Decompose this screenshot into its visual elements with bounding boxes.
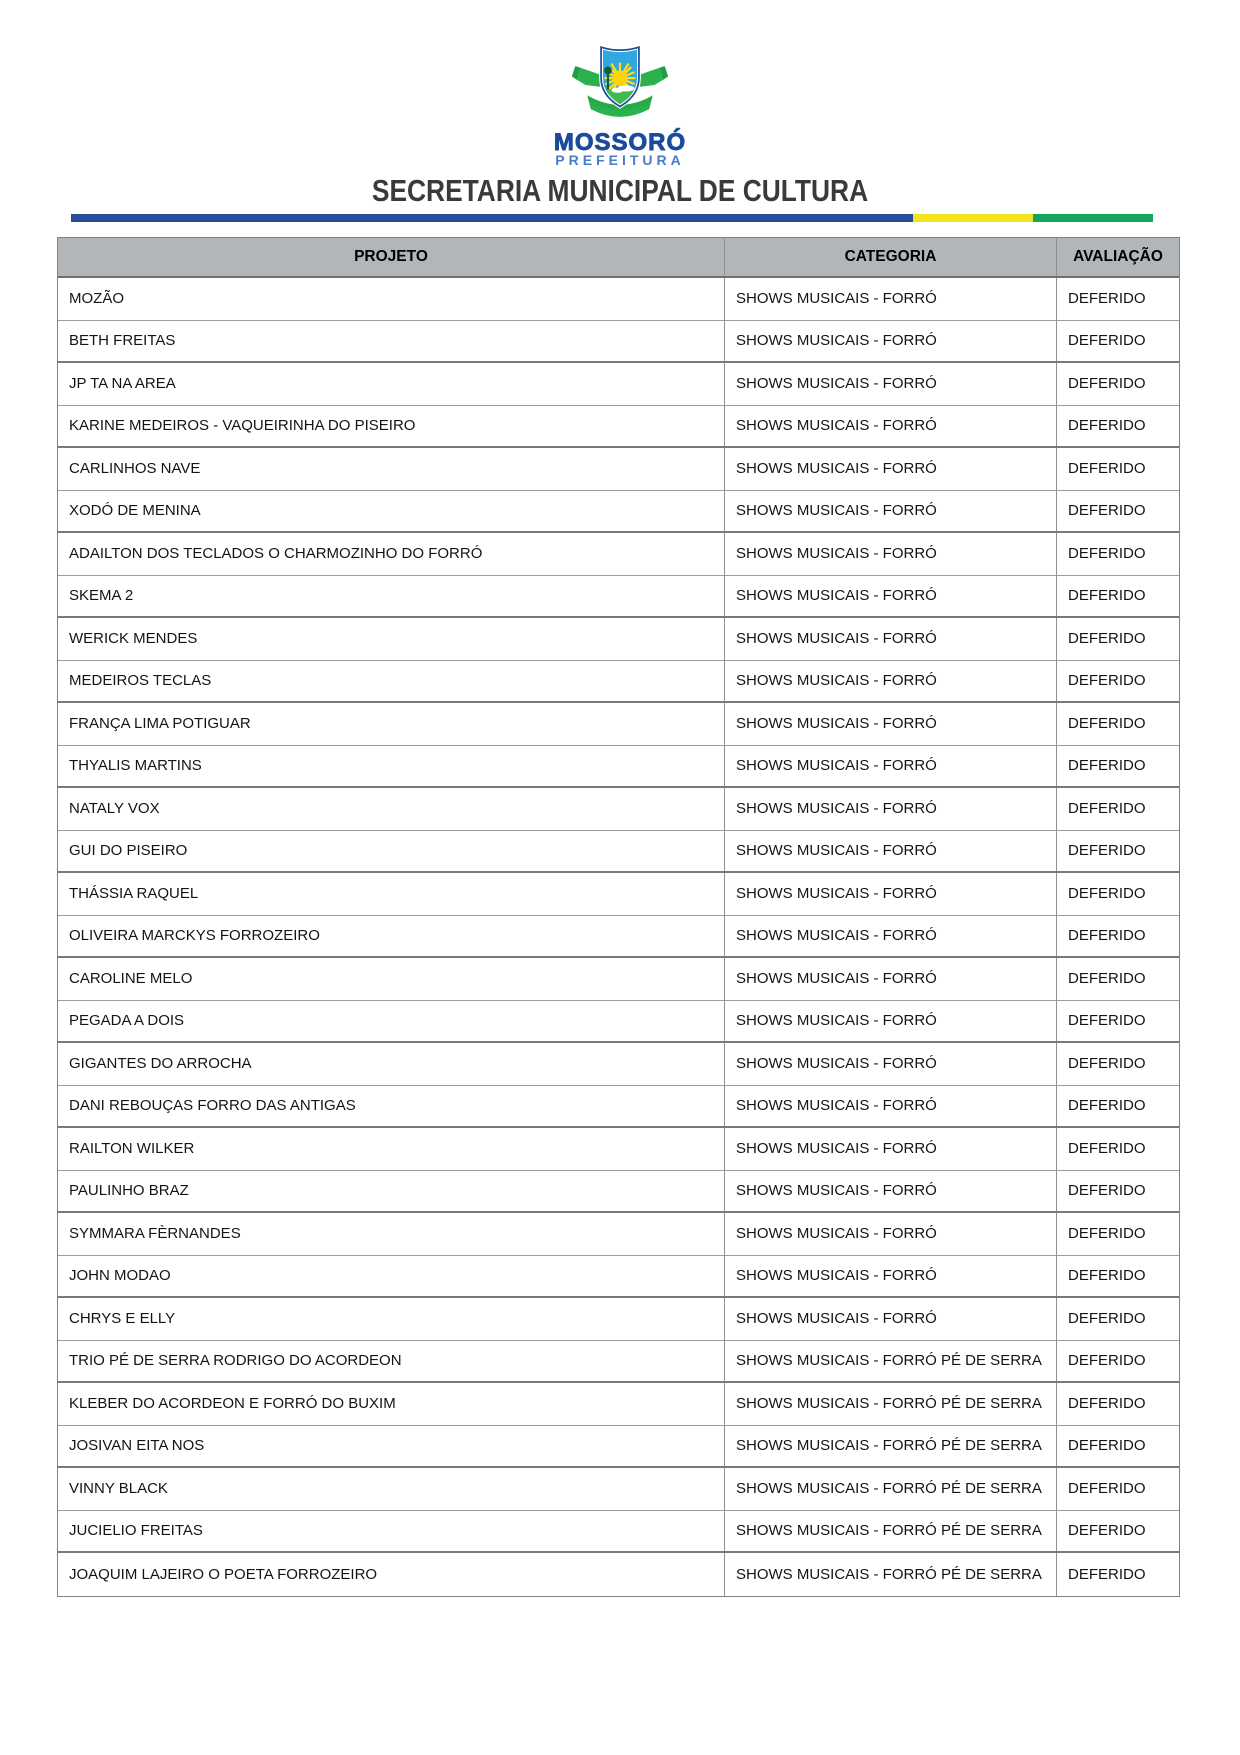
project-name-cell: BETH FREITAS	[58, 321, 725, 362]
project-name-cell: VINNY BLACK	[58, 1468, 725, 1510]
table-row	[58, 1553, 1179, 1596]
project-name-cell: XODÓ DE MENINA	[58, 491, 725, 532]
project-name-cell: MOZÃO	[58, 278, 725, 320]
evaluation-cell: DEFERIDO	[1068, 1182, 1146, 1200]
divider-green-segment	[1033, 214, 1153, 222]
projects-table	[57, 237, 1180, 1597]
table-row	[58, 278, 1179, 321]
category-cell: SHOWS MUSICAIS - FORRÓ	[725, 406, 1057, 447]
evaluation-cell: DEFERIDO	[1068, 1480, 1146, 1498]
evaluation-cell: DEFERIDO	[1068, 375, 1146, 393]
column-header-avaliacao: AVALIAÇÃO	[1073, 248, 1163, 265]
table-row	[58, 788, 1179, 831]
evaluation-cell: DEFERIDO	[1068, 1437, 1146, 1455]
category-cell: SHOWS MUSICAIS - FORRÓ	[725, 873, 1057, 915]
table-row	[58, 873, 1179, 916]
category-cell: SHOWS MUSICAIS - FORRÓ PÉ DE SERRA	[725, 1468, 1057, 1510]
category-cell: SHOWS MUSICAIS - FORRÓ	[725, 278, 1057, 320]
project-name-cell: PEGADA A DOIS	[58, 1001, 725, 1042]
category-cell: SHOWS MUSICAIS - FORRÓ	[725, 1128, 1057, 1170]
tricolor-divider	[71, 214, 1153, 222]
evaluation-cell: DEFERIDO	[1068, 1522, 1146, 1540]
table-row	[58, 618, 1179, 661]
category-cell: SHOWS MUSICAIS - FORRÓ	[725, 1256, 1057, 1297]
evaluation-cell: DEFERIDO	[1068, 927, 1146, 945]
column-header-projeto: PROJETO	[58, 238, 725, 276]
category-cell: SHOWS MUSICAIS - FORRÓ	[725, 1298, 1057, 1340]
table-row	[58, 1511, 1179, 1554]
crest-right-ribbon	[640, 68, 663, 87]
evaluation-cell: DEFERIDO	[1068, 290, 1146, 308]
category-cell: SHOWS MUSICAIS - FORRÓ	[725, 1171, 1057, 1212]
table-row	[58, 1213, 1179, 1256]
evaluation-cell: DEFERIDO	[1068, 757, 1146, 775]
project-name-cell: CHRYS E ELLY	[58, 1298, 725, 1340]
evaluation-cell: DEFERIDO	[1068, 1097, 1146, 1115]
evaluation-cell: DEFERIDO	[1068, 842, 1146, 860]
evaluation-cell: DEFERIDO	[1068, 1267, 1146, 1285]
project-name-cell: THYALIS MARTINS	[58, 746, 725, 787]
table-body	[58, 278, 1179, 1596]
table-row	[58, 958, 1179, 1001]
evaluation-cell: DEFERIDO	[1068, 885, 1146, 903]
page-title: SECRETARIA MUNICIPAL DE CULTURA	[371, 173, 869, 208]
project-name-cell: JOHN MODAO	[58, 1256, 725, 1297]
table-row	[58, 661, 1179, 704]
project-name-cell: ADAILTON DOS TECLADOS O CHARMOZINHO DO FORRÓ	[58, 533, 725, 575]
project-name-cell: SYMMARA FÈRNANDES	[58, 1213, 725, 1255]
evaluation-cell: DEFERIDO	[1068, 715, 1146, 733]
mossoro-crest-logo	[554, 42, 686, 128]
crest-left-ribbon	[577, 68, 600, 87]
category-cell: SHOWS MUSICAIS - FORRÓ PÉ DE SERRA	[725, 1511, 1057, 1552]
category-cell: SHOWS MUSICAIS - FORRÓ	[725, 321, 1057, 362]
table-row	[58, 1256, 1179, 1299]
table-row	[58, 363, 1179, 406]
project-name-cell: SKEMA 2	[58, 576, 725, 617]
category-cell: SHOWS MUSICAIS - FORRÓ	[725, 831, 1057, 872]
table-row	[58, 491, 1179, 534]
table-row	[58, 1468, 1179, 1511]
evaluation-cell: DEFERIDO	[1068, 1012, 1146, 1030]
category-cell: SHOWS MUSICAIS - FORRÓ	[725, 1213, 1057, 1255]
table-row	[58, 533, 1179, 576]
table-row	[58, 916, 1179, 959]
evaluation-cell: DEFERIDO	[1068, 672, 1146, 690]
column-header-categoria: CATEGORIA	[725, 238, 1057, 276]
project-name-cell: MEDEIROS TECLAS	[58, 661, 725, 702]
table-row	[58, 1086, 1179, 1129]
project-name-cell: RAILTON WILKER	[58, 1128, 725, 1170]
evaluation-cell: DEFERIDO	[1068, 587, 1146, 605]
table-row	[58, 1043, 1179, 1086]
project-name-cell: JP TA NA AREA	[58, 363, 725, 405]
project-name-cell: CAROLINE MELO	[58, 958, 725, 1000]
category-cell: SHOWS MUSICAIS - FORRÓ	[725, 576, 1057, 617]
evaluation-cell: DEFERIDO	[1068, 417, 1146, 435]
divider-blue-segment	[71, 214, 913, 222]
category-cell: SHOWS MUSICAIS - FORRÓ	[725, 448, 1057, 490]
evaluation-cell: DEFERIDO	[1068, 970, 1146, 988]
table-row	[58, 746, 1179, 789]
project-name-cell: KLEBER DO ACORDEON E FORRÓ DO BUXIM	[58, 1383, 725, 1425]
evaluation-cell: DEFERIDO	[1068, 502, 1146, 520]
city-wordmark: MOSSORÓ	[553, 129, 687, 156]
category-cell: SHOWS MUSICAIS - FORRÓ PÉ DE SERRA	[725, 1426, 1057, 1467]
evaluation-cell: DEFERIDO	[1068, 1352, 1146, 1370]
evaluation-cell: DEFERIDO	[1068, 545, 1146, 563]
table-row	[58, 1001, 1179, 1044]
project-name-cell: NATALY VOX	[58, 788, 725, 830]
table-row	[58, 321, 1179, 364]
table-header-row	[58, 238, 1179, 278]
category-cell: SHOWS MUSICAIS - FORRÓ	[725, 491, 1057, 532]
project-name-cell: CARLINHOS NAVE	[58, 448, 725, 490]
category-cell: SHOWS MUSICAIS - FORRÓ	[725, 533, 1057, 575]
project-name-cell: JUCIELIO FREITAS	[58, 1511, 725, 1552]
project-name-cell: KARINE MEDEIROS - VAQUEIRINHA DO PISEIRO	[58, 406, 725, 447]
table-row	[58, 1341, 1179, 1384]
project-name-cell: GIGANTES DO ARROCHA	[58, 1043, 725, 1085]
category-cell: SHOWS MUSICAIS - FORRÓ	[725, 703, 1057, 745]
project-name-cell: WERICK MENDES	[58, 618, 725, 660]
evaluation-cell: DEFERIDO	[1068, 332, 1146, 350]
table-row	[58, 1298, 1179, 1341]
category-cell: SHOWS MUSICAIS - FORRÓ	[725, 916, 1057, 957]
category-cell: SHOWS MUSICAIS - FORRÓ	[725, 1001, 1057, 1042]
evaluation-cell: DEFERIDO	[1068, 1565, 1146, 1583]
category-cell: SHOWS MUSICAIS - FORRÓ PÉ DE SERRA	[725, 1383, 1057, 1425]
category-cell: SHOWS MUSICAIS - FORRÓ	[725, 1086, 1057, 1127]
table-row	[58, 1383, 1179, 1426]
project-name-cell: DANI REBOUÇAS FORRO DAS ANTIGAS	[58, 1086, 725, 1127]
org-wordmark: PREFEITURA	[555, 152, 685, 168]
evaluation-cell: DEFERIDO	[1068, 1395, 1146, 1413]
table-row	[58, 1128, 1179, 1171]
project-name-cell: JOSIVAN EITA NOS	[58, 1426, 725, 1467]
evaluation-cell: DEFERIDO	[1068, 1140, 1146, 1158]
category-cell: SHOWS MUSICAIS - FORRÓ	[725, 958, 1057, 1000]
category-cell: SHOWS MUSICAIS - FORRÓ	[725, 661, 1057, 702]
category-cell: SHOWS MUSICAIS - FORRÓ	[725, 618, 1057, 660]
project-name-cell: PAULINHO BRAZ	[58, 1171, 725, 1212]
table-row	[58, 576, 1179, 619]
category-cell: SHOWS MUSICAIS - FORRÓ	[725, 746, 1057, 787]
category-cell: SHOWS MUSICAIS - FORRÓ PÉ DE SERRA	[725, 1553, 1057, 1596]
table-row	[58, 1426, 1179, 1469]
category-cell: SHOWS MUSICAIS - FORRÓ PÉ DE SERRA	[725, 1341, 1057, 1382]
table-row	[58, 703, 1179, 746]
divider-yellow-segment	[913, 214, 1033, 222]
evaluation-cell: DEFERIDO	[1068, 1310, 1146, 1328]
project-name-cell: GUI DO PISEIRO	[58, 831, 725, 872]
table-row	[58, 831, 1179, 874]
category-cell: SHOWS MUSICAIS - FORRÓ	[725, 363, 1057, 405]
category-cell: SHOWS MUSICAIS - FORRÓ	[725, 1043, 1057, 1085]
project-name-cell: OLIVEIRA MARCKYS FORROZEIRO	[58, 916, 725, 957]
evaluation-cell: DEFERIDO	[1068, 630, 1146, 648]
category-cell: SHOWS MUSICAIS - FORRÓ	[725, 788, 1057, 830]
table-row	[58, 1171, 1179, 1214]
evaluation-cell: DEFERIDO	[1068, 460, 1146, 478]
project-name-cell: TRIO PÉ DE SERRA RODRIGO DO ACORDEON	[58, 1341, 725, 1382]
table-row	[58, 406, 1179, 449]
evaluation-cell: DEFERIDO	[1068, 800, 1146, 818]
evaluation-cell: DEFERIDO	[1068, 1225, 1146, 1243]
project-name-cell: FRANÇA LIMA POTIGUAR	[58, 703, 725, 745]
project-name-cell: THÁSSIA RAQUEL	[58, 873, 725, 915]
project-name-cell: JOAQUIM LAJEIRO O POETA FORROZEIRO	[58, 1553, 725, 1596]
table-row	[58, 448, 1179, 491]
evaluation-cell: DEFERIDO	[1068, 1055, 1146, 1073]
